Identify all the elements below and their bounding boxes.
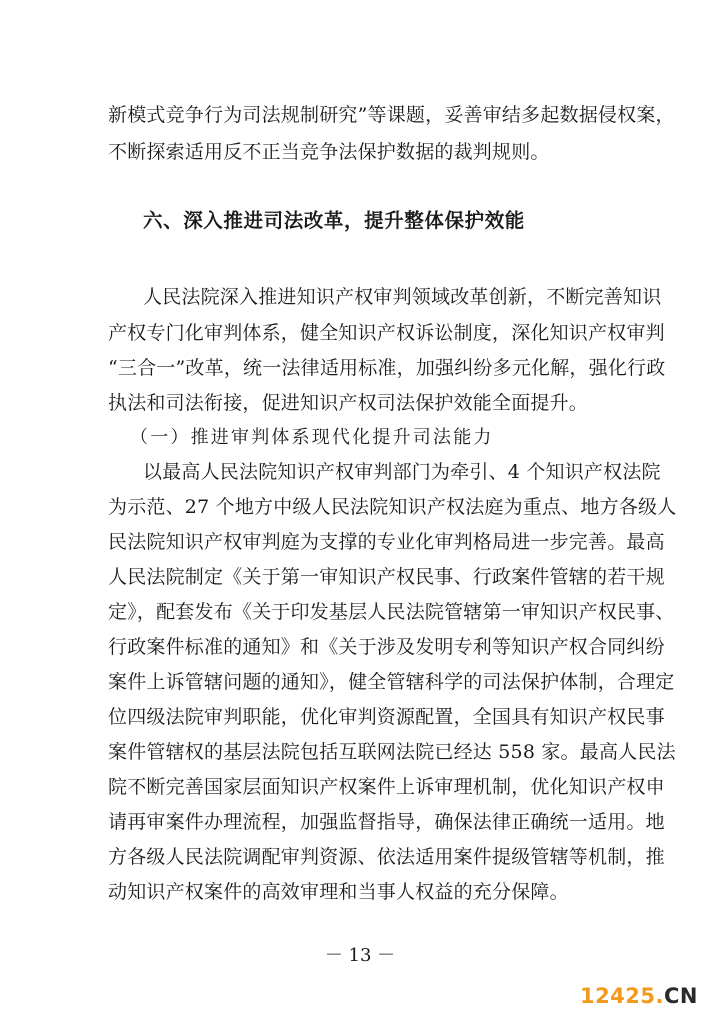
paragraph1-line-4: 执法和司法衔接，促进知识产权司法保护效能全面提升。 [108,392,589,414]
paragraph2-line-13: 动知识产权案件的高效审理和当事人权益的充分保障。 [108,881,569,903]
intro-line-1: 新模式竞争行为司法规制研究”等课题，妥善审结多起数据侵权案， [108,104,675,126]
section-heading: 六、深入推进司法改革，提升整体保护效能 [143,209,525,232]
paragraph1-line-3: “三合一”改革，统一法律适用标准，加强纠纷多元化解，强化行政 [108,357,666,379]
watermark-dot: . [655,984,664,1008]
page-number: － 13 － [324,945,396,966]
paragraph2-line-1: 以最高人民法院知识产权审判部门为牵引、4 个知识产权法院 [143,461,661,483]
watermark-suffix: CN [664,984,698,1008]
paragraph1-line-1: 人民法院深入推进知识产权审判领域改革创新，不断完善知识 [143,286,662,308]
subsection-heading: （一）推进审判体系现代化提升司法能力 [130,427,494,448]
paragraph2-line-2: 为示范、27 个地方中级人民法院知识产权法庭为重点、地方各级人 [108,496,677,518]
site-watermark [580,984,698,1008]
paragraph2-line-9: 案件管辖权的基层法院包括互联网法院已经达 558 家。最高人民法 [108,741,676,763]
paragraph2-line-3: 民法院知识产权审判庭为支撑的专业化审判格局进一步完善。最高 [108,531,665,553]
paragraph2-line-11: 请再审案件办理流程，加强监督指导，确保法律正确统一适用。地 [108,811,665,833]
intro-line-2: 不断探索适用反不正当竞争法保护数据的裁判规则。 [108,141,550,163]
watermark-number: 12425 [579,984,656,1008]
paragraph1-line-2: 产权专门化审判体系，健全知识产权诉讼制度，深化知识产权审判 [108,322,665,344]
paragraph2-line-4: 人民法院制定《关于第一审知识产权民事、行政案件管辖的若干规 [108,566,665,588]
paragraph2-line-7: 案件上诉管辖问题的通知》，健全管辖科学的司法保护体制，合理定 [108,671,675,693]
paragraph2-line-5: 定》，配套发布《关于印发基层人民法院管辖第一审知识产权民事、 [108,601,675,623]
paragraph2-line-12: 方各级人民法院调配审判资源、依法适用案件提级管辖等机制，推 [108,846,665,868]
paragraph2-line-6: 行政案件标准的通知》和《关于涉及发明专利等知识产权合同纠纷 [108,636,665,658]
paragraph2-line-10: 院不断完善国家层面知识产权案件上诉审理机制，优化知识产权申 [108,776,665,798]
paragraph2-line-8: 位四级法院审判职能，优化审判资源配置，全国具有知识产权民事 [108,706,665,728]
